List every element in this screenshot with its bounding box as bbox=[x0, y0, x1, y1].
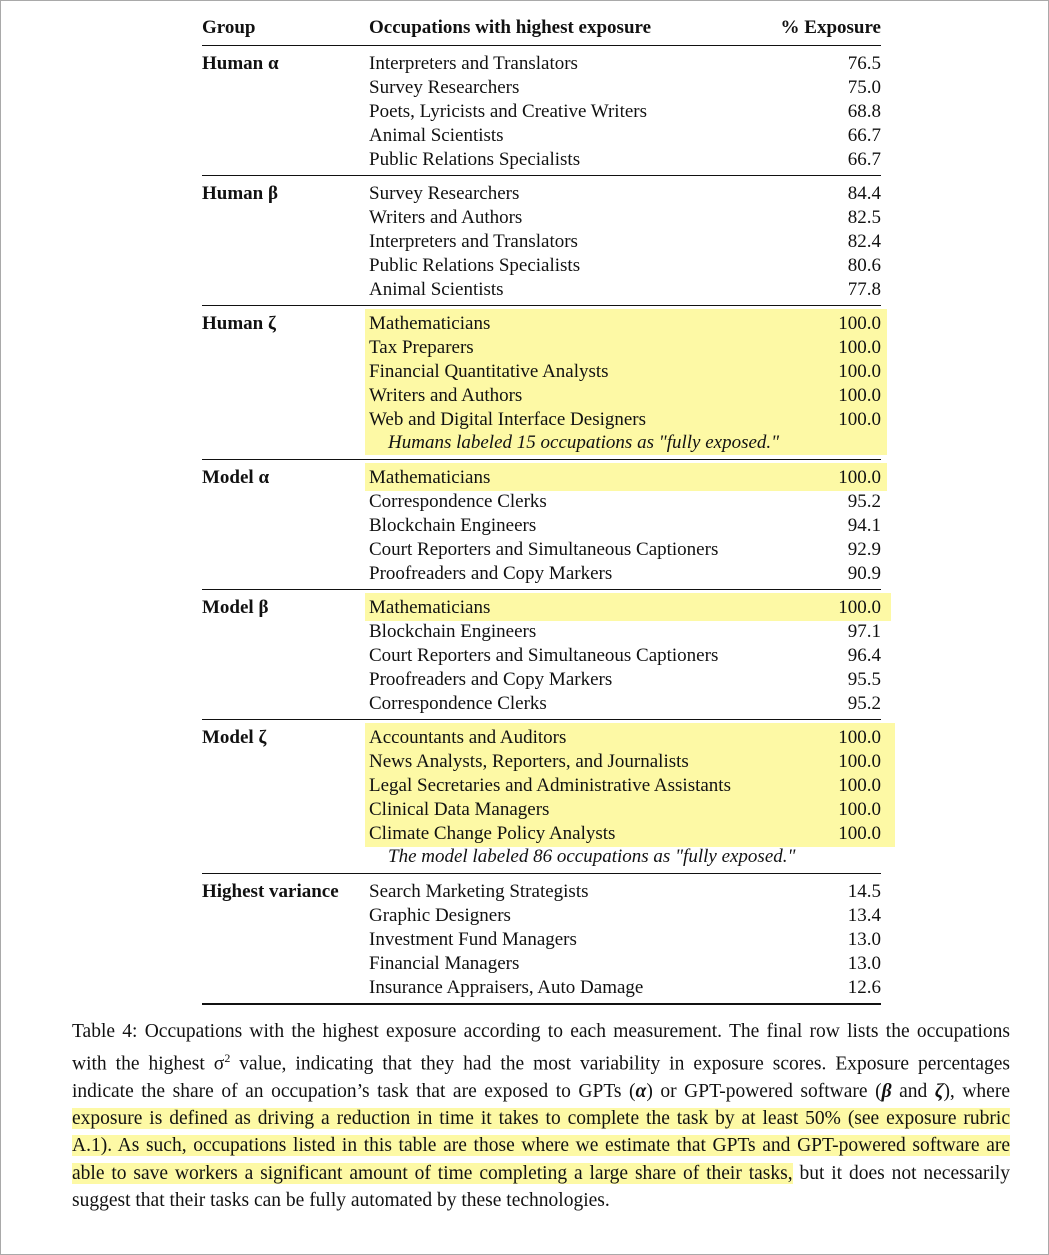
table-row bbox=[369, 383, 881, 407]
table-row bbox=[369, 773, 881, 797]
group-note-text: Humans labeled 15 occupations as "fully exposed." bbox=[388, 432, 780, 453]
occupation-name: Survey Researchers bbox=[369, 77, 520, 98]
occupation-name: Mathematicians bbox=[369, 313, 491, 334]
occupation-name: Public Relations Specialists bbox=[369, 255, 581, 276]
group-name: Human ζ bbox=[202, 313, 276, 334]
occupation-name: Court Reporters and Simultaneous Captioners bbox=[369, 645, 719, 666]
group-name: Model ζ bbox=[202, 727, 267, 748]
occupation-name: Insurance Appraisers, Auto Damage bbox=[369, 977, 644, 998]
table-header bbox=[202, 12, 881, 46]
occupation-name: News Analysts, Reporters, and Journalists bbox=[369, 751, 689, 772]
exposure-value: 100.0 bbox=[838, 799, 881, 820]
table-row bbox=[369, 229, 881, 253]
occupation-name: Climate Change Policy Analysts bbox=[369, 823, 616, 844]
table-row bbox=[369, 561, 881, 585]
exposure-value: 75.0 bbox=[847, 77, 881, 98]
table-row bbox=[369, 205, 881, 229]
exposure-table bbox=[202, 12, 881, 1005]
header-group: Group bbox=[202, 17, 256, 38]
caption-text-3: ) or GPT-powered software ( bbox=[646, 1080, 882, 1102]
table-row bbox=[369, 879, 881, 903]
occupation-name: Mathematicians bbox=[369, 597, 491, 618]
exposure-value: 95.2 bbox=[847, 491, 881, 512]
table-row bbox=[369, 643, 881, 667]
occupation-name: Survey Researchers bbox=[369, 183, 520, 204]
table-row bbox=[369, 797, 881, 821]
exposure-value: 94.1 bbox=[847, 515, 881, 536]
caption-text-5: but it does not necessarily suggest that their tasks can be fully automated by these technologies. bbox=[72, 1162, 1011, 1211]
table-row bbox=[369, 465, 881, 489]
table-row bbox=[369, 513, 881, 537]
exposure-value: 80.6 bbox=[847, 255, 881, 276]
table-row bbox=[369, 123, 881, 147]
exposure-value: 13.0 bbox=[847, 953, 881, 974]
exposure-value: 66.7 bbox=[847, 149, 881, 170]
exposure-value: 100.0 bbox=[838, 313, 881, 334]
table-row bbox=[369, 75, 881, 99]
table-row bbox=[369, 821, 881, 845]
table-row bbox=[369, 691, 881, 715]
table-row bbox=[369, 99, 881, 123]
table-row bbox=[369, 335, 881, 359]
table-row bbox=[369, 51, 881, 75]
occupation-name: Legal Secretaries and Administrative Assistants bbox=[369, 775, 731, 796]
occupation-name: Writers and Authors bbox=[369, 385, 523, 406]
exposure-value: 100.0 bbox=[838, 337, 881, 358]
header-exposure: % Exposure bbox=[780, 17, 881, 38]
exposure-value: 100.0 bbox=[838, 597, 881, 618]
table-row bbox=[369, 725, 881, 749]
table-group bbox=[202, 590, 881, 720]
occupation-name: Blockchain Engineers bbox=[369, 515, 537, 536]
occupation-name: Financial Managers bbox=[369, 953, 520, 974]
exposure-value: 95.5 bbox=[847, 669, 881, 690]
caption-sup: 2 bbox=[224, 1051, 231, 1066]
caption-and: and bbox=[891, 1080, 935, 1102]
occupation-name: Animal Scientists bbox=[369, 125, 504, 146]
exposure-value: 100.0 bbox=[838, 467, 881, 488]
exposure-value: 13.4 bbox=[847, 905, 881, 926]
occupation-name: Public Relations Specialists bbox=[369, 149, 581, 170]
group-note-text: The model labeled 86 occupations as "fully exposed." bbox=[388, 846, 796, 867]
table-row bbox=[369, 595, 881, 619]
occupation-name: Accountants and Auditors bbox=[369, 727, 567, 748]
table-row bbox=[369, 489, 881, 513]
table-row bbox=[369, 181, 881, 205]
table-row bbox=[369, 359, 881, 383]
exposure-value: 84.4 bbox=[847, 183, 881, 204]
exposure-value: 100.0 bbox=[838, 361, 881, 382]
caption-text-1: Table 4: Occupations with the highest exposure according to each measurement. The final row lists the occupations with the highest σ bbox=[72, 1021, 1010, 1075]
caption-text-4: ), where bbox=[943, 1080, 1010, 1102]
caption-zeta: ζ bbox=[934, 1080, 944, 1102]
occupation-name: Correspondence Clerks bbox=[369, 491, 547, 512]
caption-highlight: exposure is defined as driving a reduction in time it takes to complete the task by at least 50% (see exposure rubric A.1). As such, occupations listed in this table are those where we estimate that GPTs and GPT-powered software are able to save workers a significant amount of time completing a large share of their tasks, bbox=[72, 1108, 1010, 1184]
exposure-value: 13.0 bbox=[847, 929, 881, 950]
exposure-value: 90.9 bbox=[847, 563, 881, 584]
occupation-name: Interpreters and Translators bbox=[369, 231, 578, 252]
occupation-name: Investment Fund Managers bbox=[369, 929, 577, 950]
exposure-value: 100.0 bbox=[838, 409, 881, 430]
exposure-value: 82.5 bbox=[847, 207, 881, 228]
occupation-name: Financial Quantitative Analysts bbox=[369, 361, 609, 382]
table-row bbox=[369, 147, 881, 171]
exposure-value: 96.4 bbox=[847, 645, 881, 666]
table-row bbox=[369, 253, 881, 277]
occupation-name: Tax Preparers bbox=[369, 337, 474, 358]
occupation-name: Search Marketing Strategists bbox=[369, 881, 589, 902]
exposure-value: 95.2 bbox=[847, 693, 881, 714]
table-row bbox=[369, 927, 881, 951]
table-row bbox=[369, 749, 881, 773]
exposure-value: 97.1 bbox=[847, 621, 881, 642]
occupation-name: Poets, Lyricists and Creative Writers bbox=[369, 101, 648, 122]
occupation-name: Proofreaders and Copy Markers bbox=[369, 563, 613, 584]
table-group bbox=[202, 460, 881, 590]
exposure-value: 100.0 bbox=[838, 775, 881, 796]
table-row bbox=[369, 407, 881, 431]
exposure-value: 14.5 bbox=[847, 881, 881, 902]
group-name: Model β bbox=[202, 597, 269, 618]
occupation-name: Blockchain Engineers bbox=[369, 621, 537, 642]
occupation-name: Proofreaders and Copy Markers bbox=[369, 669, 613, 690]
table-group bbox=[202, 720, 881, 874]
table-row bbox=[369, 975, 881, 999]
occupation-name: Court Reporters and Simultaneous Captioners bbox=[369, 539, 719, 560]
exposure-value: 68.8 bbox=[847, 101, 881, 122]
occupation-name: Correspondence Clerks bbox=[369, 693, 547, 714]
header-occupations: Occupations with highest exposure bbox=[369, 17, 652, 38]
exposure-value: 100.0 bbox=[838, 751, 881, 772]
table-group bbox=[202, 306, 881, 460]
exposure-value: 66.7 bbox=[847, 125, 881, 146]
exposure-value: 100.0 bbox=[838, 385, 881, 406]
group-name: Highest variance bbox=[202, 881, 339, 902]
caption-alpha: α bbox=[635, 1080, 647, 1102]
table-caption bbox=[72, 1018, 1010, 1214]
exposure-value: 100.0 bbox=[838, 727, 881, 748]
table-group bbox=[202, 874, 881, 1005]
occupation-name: Graphic Designers bbox=[369, 905, 511, 926]
table-group bbox=[202, 46, 881, 176]
exposure-value: 92.9 bbox=[847, 539, 881, 560]
occupation-name: Interpreters and Translators bbox=[369, 53, 578, 74]
group-note bbox=[388, 845, 881, 869]
table-row bbox=[369, 619, 881, 643]
table-body bbox=[202, 46, 881, 1005]
group-name: Human β bbox=[202, 183, 278, 204]
group-note bbox=[388, 431, 881, 455]
table-row bbox=[369, 951, 881, 975]
occupation-name: Clinical Data Managers bbox=[369, 799, 550, 820]
caption-text-2: value, indicating that they had the most variability in exposure scores. Exposure percentages indicate the share of an occupation’s task that are exposed to GPTs ( bbox=[72, 1053, 1010, 1102]
table-row bbox=[369, 903, 881, 927]
table-row bbox=[369, 537, 881, 561]
table-row bbox=[369, 277, 881, 301]
exposure-value: 82.4 bbox=[847, 231, 881, 252]
exposure-value: 12.6 bbox=[847, 977, 881, 998]
occupation-name: Web and Digital Interface Designers bbox=[369, 409, 647, 430]
group-name: Model α bbox=[202, 467, 270, 488]
caption-beta: β bbox=[881, 1080, 892, 1102]
occupation-name: Animal Scientists bbox=[369, 279, 504, 300]
occupation-name: Writers and Authors bbox=[369, 207, 523, 228]
group-name: Human α bbox=[202, 53, 279, 74]
exposure-value: 100.0 bbox=[838, 823, 881, 844]
table-row bbox=[369, 667, 881, 691]
table-row bbox=[369, 311, 881, 335]
exposure-value: 77.8 bbox=[847, 279, 881, 300]
exposure-value: 76.5 bbox=[847, 53, 881, 74]
occupation-name: Mathematicians bbox=[369, 467, 491, 488]
table-group bbox=[202, 176, 881, 306]
